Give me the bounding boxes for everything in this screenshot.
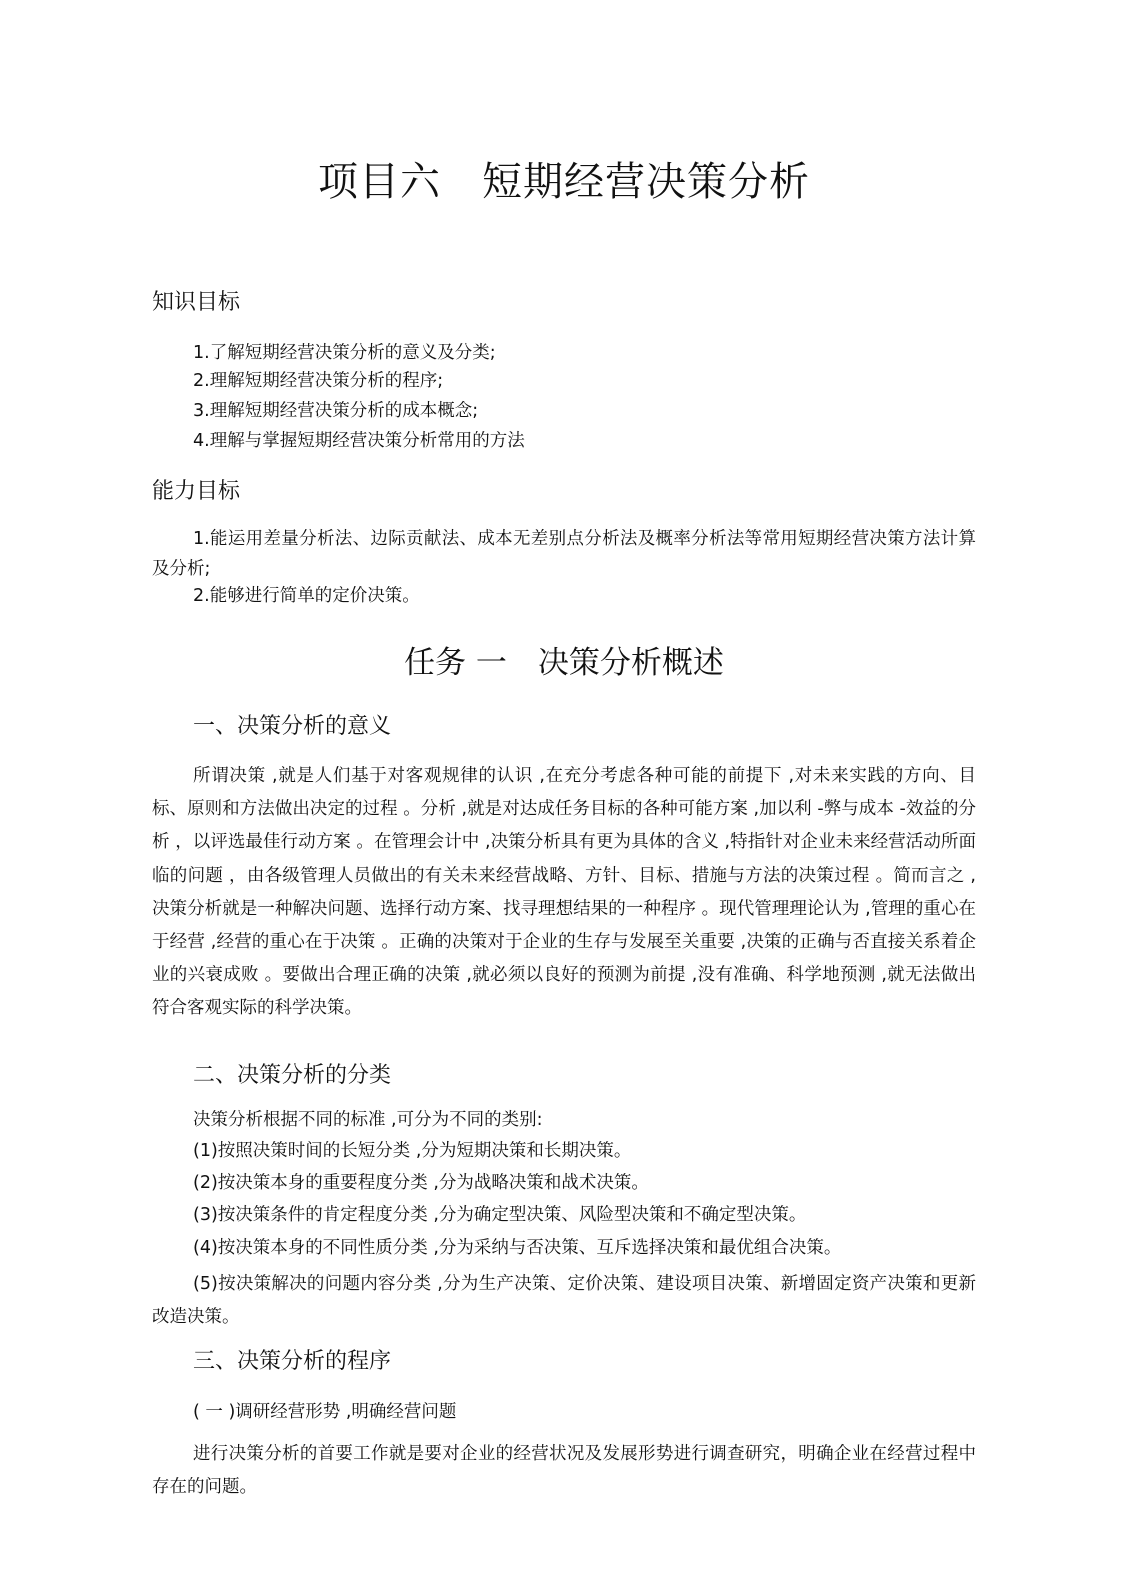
knowledge-heading: 知识目标 [152,290,241,315]
classification-item: (4)按决策本身的不同性质分类 ,分为采纳与否决策、互斥选择决策和最优组合决策。 [193,1238,842,1258]
knowledge-item: 4.理解与掌握短期经营决策分析常用的方法 [193,431,525,451]
knowledge-item: 3.理解短期经营决策分析的成本概念; [193,401,479,421]
ability-item-2: 2.能够进行简单的定价决策。 [193,586,420,606]
section-3-heading: 三、决策分析的程序 [193,1349,392,1374]
section-1-heading: 一、决策分析的意义 [193,714,392,739]
ability-heading: 能力目标 [152,479,241,504]
step-1-heading: ( 一 )调研经营形势 ,明确经营问题 [193,1402,457,1422]
section-2-heading: 二、决策分析的分类 [193,1063,392,1088]
task-title: 任务 一 决策分析概述 [404,645,724,681]
classification-item-5: (5)按决策解决的问题内容分类 ,分为生产决策、定价决策、建设项目决策、新增固定资产决策和更新改造决策。 [152,1274,976,1328]
page-title: 项目六 短期经营决策分析 [318,159,810,205]
ability-item-1: 1.能运用差量分析法、边际贡献法、成本无差别点分析法及概率分析法等常用短期经营决策方法计算及分析; [152,529,976,579]
section-1-paragraph: 所谓决策 ,就是人们基于对客观规律的认识 ,在充分考虑各种可能的前提下 ,对未来实践的方向、目标、原则和方法做出决定的过程 。分析 ,就是对达成任务目标的各种可能方案 ,加以利 -弊与成本 -效益的分析 ，以评选最佳行动方案 。在管理会计中 ,决策分析具有更为具体的含义 ,特指针对企业未来经营活动所面临的问题 ，由各级管理人员做出的有关未来经营战略、方针、目标、措施与方法的决策过程 。简而言之 ,决策分析就是一种解决问题、选择行动方案、找寻理想结果的一种程序 。现代管理理论认为 ,管理的重心在于经营 ,经营的重心在于决策 。正确的决策对于企业的生存与发展至关重要 ,决策的正确与否直接关系着企业的兴衰成败 。要做出合理正确的决策 ,就必须以良好的预测为前提 ,没有准确、科学地预测 ,就无法做出符合客观实际的科学决策。 [152,766,976,1019]
classification-item: (2)按决策本身的重要程度分类 ,分为战略决策和战术决策。 [193,1173,649,1193]
knowledge-item: 1.了解短期经营决策分析的意义及分类; [193,343,496,363]
classification-item: (3)按决策条件的肯定程度分类 ,分为确定型决策、风险型决策和不确定型决策。 [193,1205,807,1225]
classification-item: (1)按照决策时间的长短分类 ,分为短期决策和长期决策。 [193,1141,632,1161]
knowledge-item: 2.理解短期经营决策分析的程序; [193,371,444,391]
section-2-intro: 决策分析根据不同的标准 ,可分为不同的类别: [193,1110,543,1130]
step-1-paragraph: 进行决策分析的首要工作就是要对企业的经营状况及发展形势进行调查研究，明确企业在经营过程中存在的问题。 [152,1444,976,1498]
